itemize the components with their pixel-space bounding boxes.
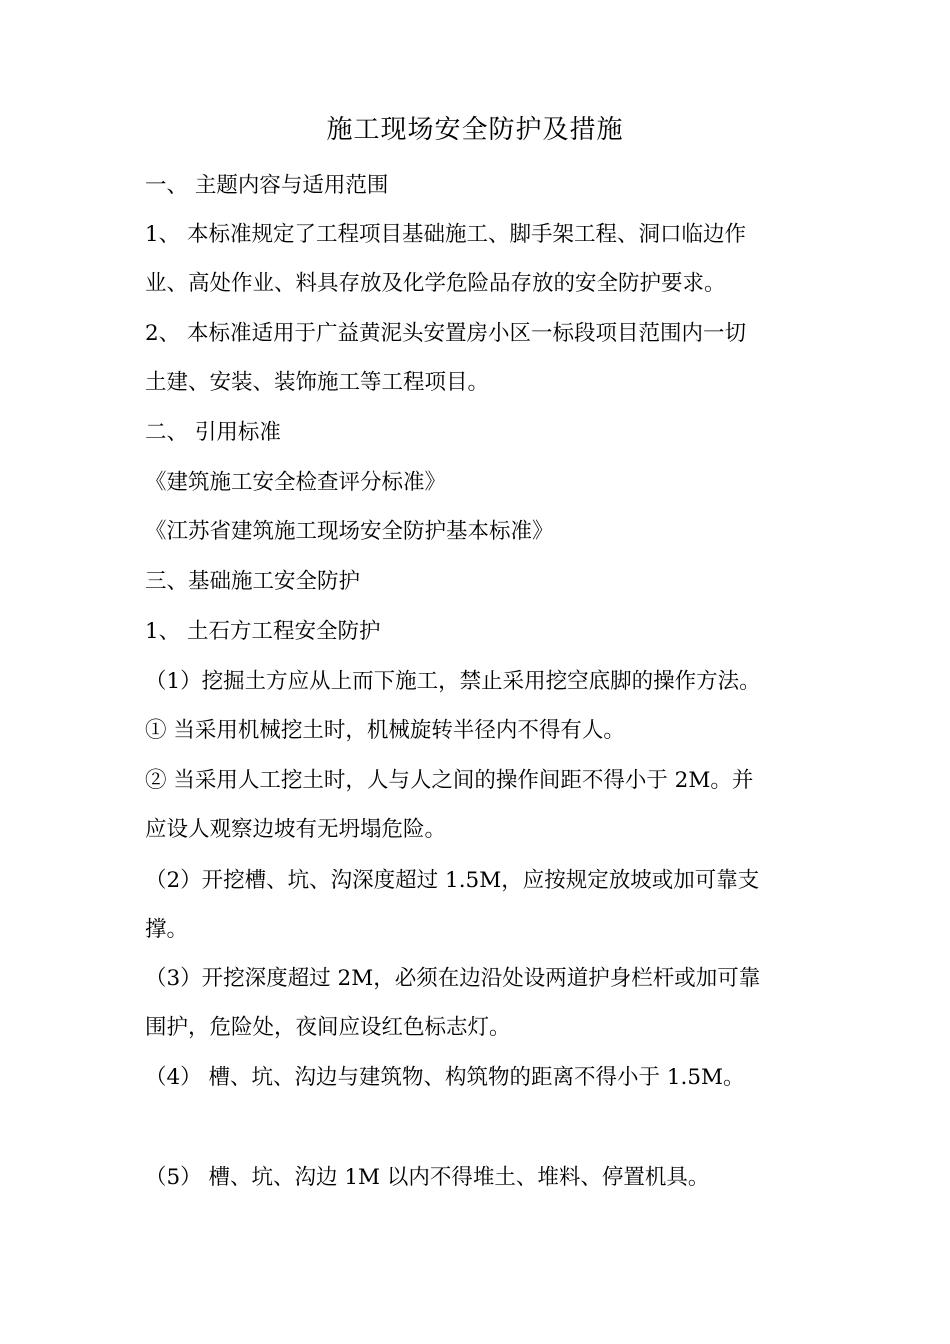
paragraph-line: 2、 本标准适用于广益黄泥头安置房小区一标段项目范围内一切 bbox=[145, 321, 747, 346]
paragraph-line: （3）开挖深度超过 2M，必须在边沿处设两道护身栏杆或加可靠 bbox=[145, 966, 761, 991]
section-heading-3: 三、基础施工安全防护 bbox=[145, 569, 361, 594]
document-title: 施工现场安全防护及措施 bbox=[326, 115, 624, 145]
paragraph-line: （2）开挖槽、坑、沟深度超过 1.5M，应按规定放坡或加可靠支 bbox=[145, 868, 760, 893]
paragraph-line: （4） 槽、坑、沟边与建筑物、构筑物的距离不得小于 1.5M。 bbox=[145, 1065, 745, 1090]
paragraph-line: ② 当采用人工挖土时，人与人之间的操作间距不得小于 2M。并 bbox=[145, 768, 754, 793]
paragraph-line: 1、 本标准规定了工程项目基础施工、脚手架工程、洞口临边作 bbox=[145, 222, 747, 247]
subsection-heading: 1、 土石方工程安全防护 bbox=[145, 619, 381, 644]
paragraph-line: 业、高处作业、料具存放及化学危险品存放的安全防护要求。 bbox=[145, 271, 726, 296]
section-heading-1: 一、 主题内容与适用范围 bbox=[145, 173, 389, 198]
paragraph-line: （5） 槽、坑、沟边 1M 以内不得堆土、堆料、停置机具。 bbox=[145, 1165, 710, 1190]
section-heading-2: 二、 引用标准 bbox=[145, 420, 281, 445]
paragraph-line: 土建、安装、装饰施工等工程项目。 bbox=[145, 370, 490, 395]
paragraph-line: ① 当采用机械挖土时，机械旋转半径内不得有人。 bbox=[145, 718, 625, 743]
reference-standard: 《建筑施工安全检查评分标准》 bbox=[145, 470, 447, 495]
paragraph-line: 应设人观察边坡有无坍塌危险。 bbox=[145, 817, 447, 842]
paragraph-line: 撑。 bbox=[145, 917, 189, 942]
paragraph-line: （1）挖掘土方应从上而下施工，禁止采用挖空底脚的操作方法。 bbox=[145, 669, 761, 694]
paragraph-line: 围护，危险处，夜间应设红色标志灯。 bbox=[145, 1015, 511, 1040]
reference-standard: 《江苏省建筑施工现场安全防护基本标准》 bbox=[145, 519, 554, 544]
